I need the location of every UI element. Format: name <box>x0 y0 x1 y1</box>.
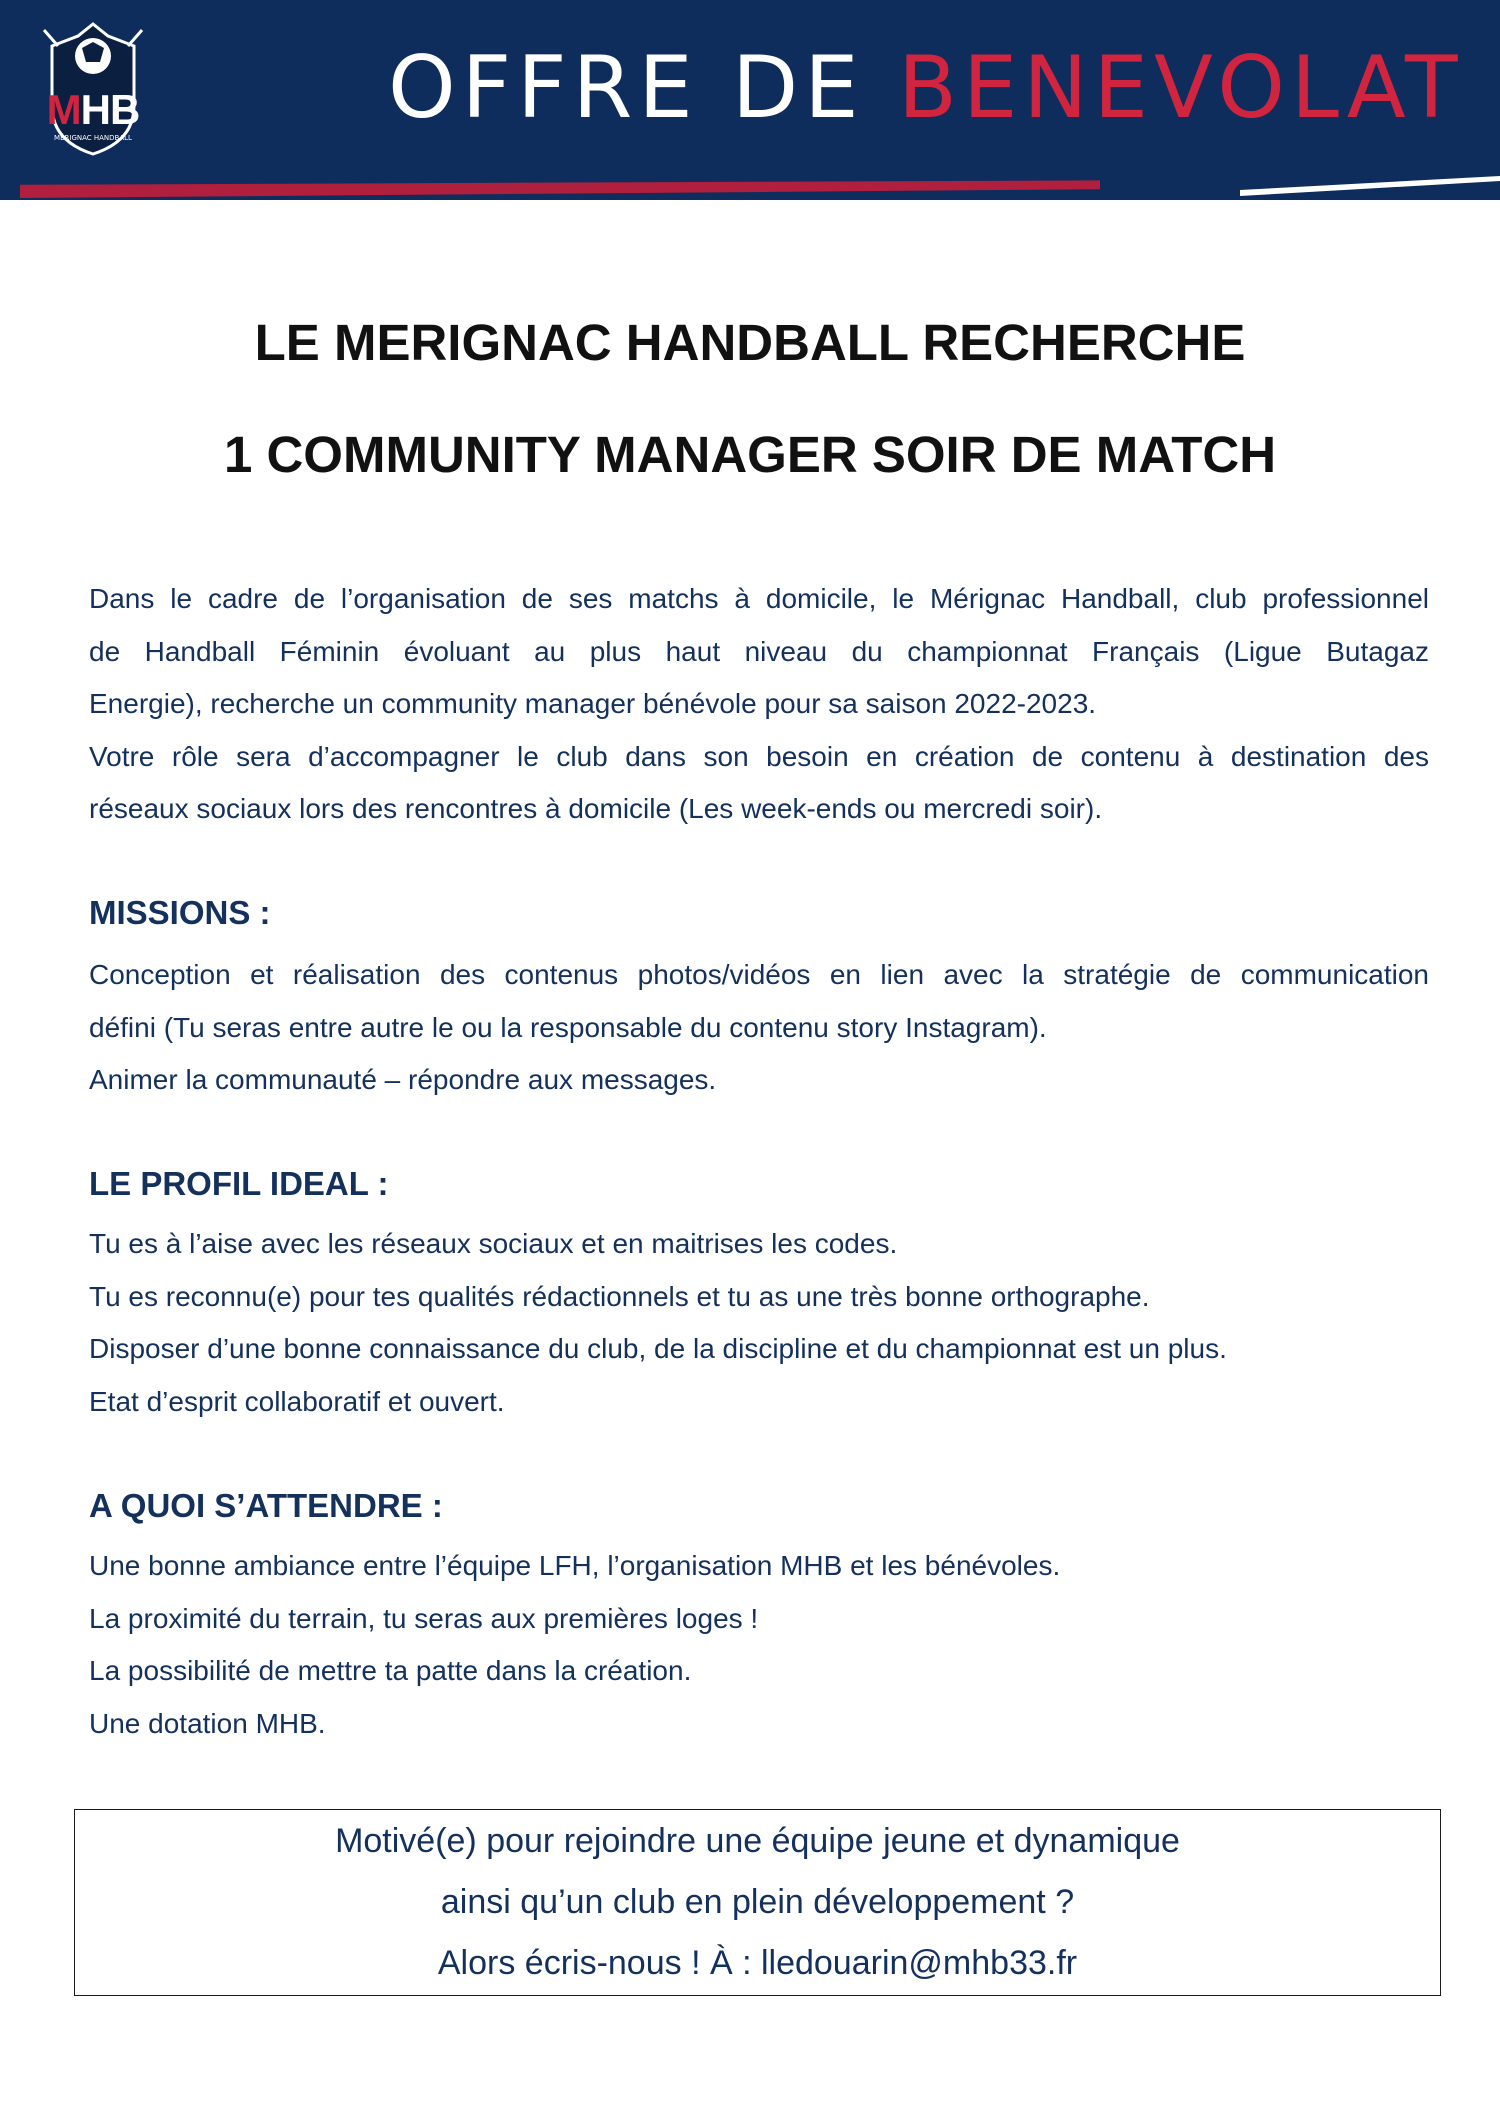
banner-white-stripe <box>1240 176 1500 196</box>
expect-item: La proximité du terrain, tu seras aux premières loges ! <box>89 1602 759 1634</box>
cta-line-3: Alors écris-nous ! À : lledouarin@mhb33.fr <box>437 1944 1078 1982</box>
profile-item: Etat d’esprit collaboratif et ouvert. <box>89 1385 505 1417</box>
intro-line-1: Dans le cadre de l’organisation de ses matchs à domicile, le Mérignac Handball, club professionnel <box>89 583 1429 614</box>
intro-paragraph <box>89 573 1429 836</box>
intro-line-4: Votre rôle sera d’accompagner le club dans son besoin en création de contenu à destination des <box>89 740 1429 772</box>
headline-line-2: 1 COMMUNITY MANAGER SOIR DE MATCH <box>223 426 1277 483</box>
cta-line-2: ainsi qu’un club en plein développement ? <box>440 1883 1075 1921</box>
banner-title-red: BENEVOLAT <box>897 38 1464 138</box>
intro-line-5: réseaux sociaux lors des rencontres à domicile (Les week-ends ou mercredi soir). <box>89 793 1103 824</box>
logo-text: MHB <box>46 86 140 133</box>
call-to-action-box <box>74 1809 1441 1996</box>
logo-subtitle: MÉRIGNAC HANDBALL <box>54 134 132 142</box>
club-logo <box>38 16 148 156</box>
profile-item: Disposer d’une bonne connaissance du club, de la discipline et du championnat est un plus. <box>89 1333 1227 1364</box>
headline-line-1: LE MERIGNAC HANDBALL RECHERCHE <box>254 314 1246 371</box>
banner-red-stripe <box>20 176 1100 198</box>
profile-list <box>89 1218 1429 1428</box>
intro-line-3: Energie), recherche un community manager bénévole pour sa saison 2022-2023. <box>89 688 1097 719</box>
missions-text <box>89 949 1429 1107</box>
banner-title <box>388 38 1468 138</box>
expect-list <box>89 1540 1429 1750</box>
missions-line-3: Animer la communauté – répondre aux messages. <box>89 1064 717 1095</box>
expect-item: Une bonne ambiance entre l’équipe LFH, l’organisation MHB et les bénévoles. <box>89 1550 1061 1581</box>
expect-heading: A QUOI S’ATTENDRE : <box>89 1487 443 1524</box>
profile-item: Tu es à l’aise avec les réseaux sociaux et en maitrises les codes. <box>89 1228 898 1259</box>
profile-heading: LE PROFIL IDEAL : <box>89 1165 389 1202</box>
missions-line-2: défini (Tu seras entre autre le ou la responsable du contenu story Instagram). <box>89 1011 1047 1043</box>
missions-heading: MISSIONS : <box>89 894 271 931</box>
intro-line-2: de Handball Féminin évoluant au plus haut niveau du championnat Français (Ligue Butagaz <box>89 635 1429 667</box>
banner-title-white: OFFRE DE <box>388 38 898 138</box>
profile-item: Tu es reconnu(e) pour tes qualités rédactionnels et tu as une très bonne orthographe. <box>89 1280 1150 1312</box>
expect-item: La possibilité de mettre ta patte dans la création. <box>89 1655 692 1686</box>
cta-line-1: Motivé(e) pour rejoindre une équipe jeune et dynamique <box>335 1822 1180 1860</box>
expect-item: Une dotation MHB. <box>89 1707 326 1739</box>
header-banner <box>0 0 1500 200</box>
missions-line-1: Conception et réalisation des contenus photos/vidéos en lien avec la stratégie de communication <box>89 959 1429 990</box>
